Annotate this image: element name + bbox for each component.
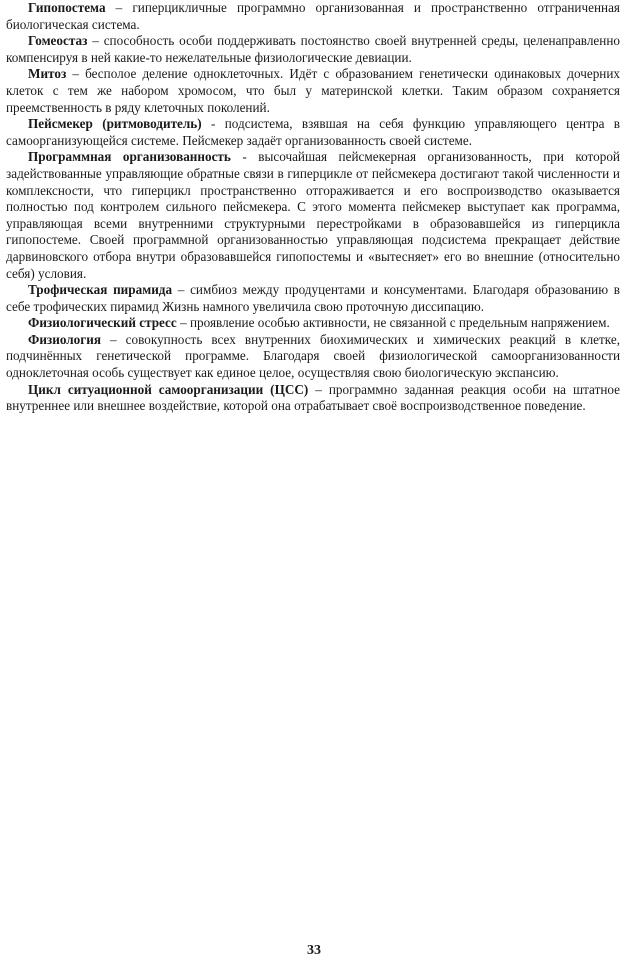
glossary-entry-fiziologiya — [6, 332, 620, 382]
glossary-term: Трофическая пирамида — [28, 282, 173, 298]
glossary-entry-gomeostaz — [6, 33, 620, 66]
glossary-entry-peysmeker — [6, 116, 620, 149]
glossary-term: Гипопостема — [28, 0, 106, 15]
glossary-definition: – совокупность всех внутренних биохимических и химических реакций в клетке, подчинённых генетической программе. Благодаря своей физиологической самоорганизованности одноклеточная особь существует как единое целое, осуществляя свою биологическую экспансию. — [6, 331, 620, 381]
glossary-term: Физиологический стресс — [28, 315, 177, 331]
glossary-entry-troficheskaya-piramida — [6, 282, 620, 315]
glossary-term: Программная организованность — [28, 149, 231, 165]
glossary-definition: – гиперцикличные программно организованная и пространственно отграниченная биологическая система. — [6, 0, 620, 32]
glossary-entry-gipopostema — [6, 0, 620, 33]
glossary-text — [6, 0, 620, 415]
page-number: 33 — [307, 943, 321, 958]
glossary-definition: – способность особи поддерживать постоянство своей внутренней среды, целенаправленно компенсируя в ней какие-то нежелательные физиологические девиации. — [6, 33, 620, 65]
glossary-definition: – программно заданная реакция особи на штатное внутреннее или внешнее воздействие, которой она отрабатывает своё воспроизводственное поведение. — [6, 381, 620, 414]
glossary-definition: – бесполое деление одноклеточных. Идёт с образованием генетически одинаковых дочерних клеток с тем же набором хромосом, что был у материнской клетки. Таким образом сохраняется преемственность в ряду клеточных поколений. — [6, 66, 620, 115]
glossary-term: Физиология — [28, 331, 101, 347]
glossary-term: Митоз — [28, 66, 67, 82]
glossary-definition: - подсистема, взявшая на себя функцию управляющего центра в самоорганизующейся системе. Пейсмекер задаёт организованность своей системе. — [6, 116, 621, 148]
glossary-entry-programmnaya-organizovannost — [6, 149, 620, 282]
glossary-entry-fiziologicheskiy-stress — [6, 315, 620, 332]
glossary-entry-mitoz — [6, 66, 620, 116]
glossary-entry-tsikl-situatsionnoy-samoorganizatsii — [6, 382, 620, 415]
glossary-term: Цикл ситуационной самоорганизации (ЦСС) — [28, 381, 309, 397]
glossary-definition: – симбиоз между продуцентами и консументами. Благодаря образованию в себе трофических пирамид Жизнь намного увеличила свою проточную диссипацию. — [6, 282, 620, 314]
glossary-definition: – проявление особью активности, не связанной с предельным напряжением. — [176, 315, 610, 331]
glossary-definition: - высочайшая пейсмекерная организованность, при которой задействованные управляющие обратные связи в гиперцикле от пейсмекера достигают такой численности и комплексности, что гиперцикл пространственно отгораживается и его воспроизводство оказывается полностью под контролем сильного пейсмекера. С этого момента пейсмекер выступает как программа, управляющая всеми внутренними структурными перестройками в образовавшейся из гиперцикла гипопостеме. Своей программной организованностью управляющая подсистема прекращает действие дарвиновского отбора внутри образовавшейся гипопостемы и «вытесняет» его во внешние (относительно себя) условия. — [6, 149, 620, 281]
glossary-term: Гомеостаз — [28, 33, 88, 49]
glossary-term: Пейсмекер (ритмоводитель) — [28, 116, 202, 132]
